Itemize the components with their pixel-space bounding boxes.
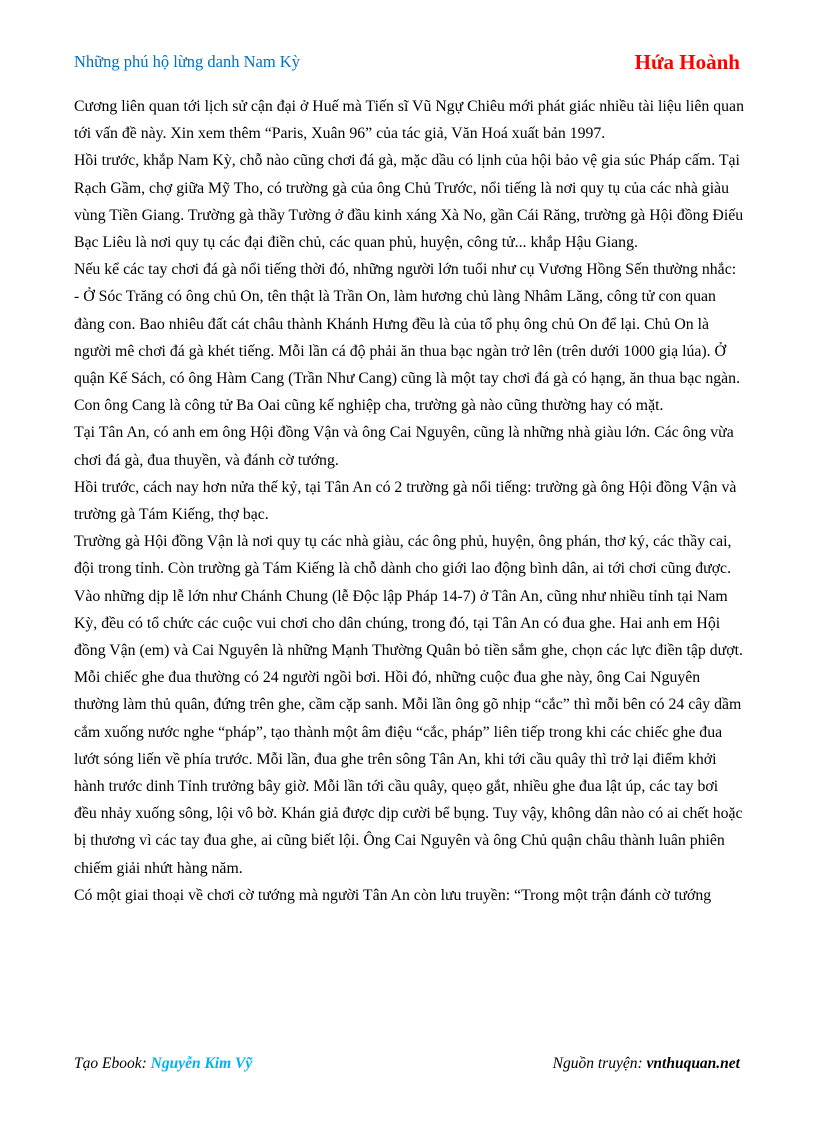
paragraph: Có một giai thoại về chơi cờ tướng mà người Tân An còn lưu truyền: “Trong một trận đánh cờ tướng [74, 886, 712, 904]
page-header [74, 50, 740, 74]
book-title: Những phú hộ lừng danh Nam Kỳ [74, 52, 300, 71]
source-label: Nguồn truyện [552, 1055, 638, 1072]
paragraph: Nếu kể các tay chơi đá gà nổi tiếng thời đó, những người lớn tuổi như cụ Vương Hồng Sến thường nhắc: [74, 261, 737, 279]
page-footer [74, 1055, 740, 1077]
ebook-credit: Tạo Ebook: Nguyễn Kim Vỹ [74, 1055, 253, 1072]
paragraph: Hồi trước, khắp Nam Kỳ, chỗ nào cũng chơi đá gà, mặc dầu có lịnh của hội bảo vệ gia súc Pháp cấm. Tại Rạch Gầm, chợ giữa Mỹ Tho, có trường gà của ông Chủ Trước, nổi tiếng là nơi quy tụ của các nhà giàu vùng Tiền Giang. Trường gà thầy Tường ở đầu kinh xáng Xà No, gần Cái Răng, trường gà Hội đồng Điếu Bạc Liêu là nơi quy tụ các đại điền chủ, các quan phủ, huyện, công tử... khắp Hậu Giang. [74, 152, 744, 252]
ebook-creator-name: Nguyễn Kim Vỹ [150, 1055, 253, 1072]
source-credit: Nguồn truyện: vnthuquan.net [552, 1055, 740, 1072]
ebook-label: Tạo Ebook [74, 1055, 142, 1072]
paragraph: Tại Tân An, có anh em ông Hội đồng Vận và ông Cai Nguyên, cũng là những nhà giàu lớn. Các ông vừa chơi đá gà, đua thuyền, và đánh cờ tướng. [74, 424, 734, 469]
paragraph: Trường gà Hội đồng Vận là nơi quy tụ các nhà giàu, các ông phủ, huyện, ông phán, thơ ký, các thầy cai, đội trong tỉnh. Còn trường gà Tám Kiếng là chỗ dành cho giới lao động bình dân, ai tới chơi cũng được. Vào những dịp lễ lớn như Chánh Chung (lễ Độc lập Pháp 14-7) ở Tân An, cũng như nhiều tỉnh tại Nam Kỳ, đều có tổ chức các cuộc vui chơi cho dân chúng, trong đó, tại Tân An có đua ghe. Hai anh em Hội đồng Vận (em) và Cai Nguyên là những Mạnh Thường Quân bỏ tiền sắm ghe, chọn các lực điền tập dượt. [74, 533, 743, 660]
paragraph: Mỗi chiếc ghe đua thường có 24 người ngồi bơi. Hồi đó, những cuộc đua ghe này, ông Cai Nguyên thường làm thủ quân, đứng trên ghe, cầm cặp sanh. Mỗi lần ông gõ nhịp “cắc” thì mỗi bên có 24 cây dầm cắm xuống nước nghe “pháp”, tạo thành một âm điệu “cắc, pháp” liên tiếp trong khi các chiếc ghe đua lướt sóng liến về phía trước. Mỗi lần, đua ghe trên sông Tân An, khi tới cầu quây thì trở lại điểm khởi hành trước dinh Tỉnh trưởng bây giờ. Mỗi lần tới cầu quây, quẹo gắt, nhiều ghe đua lật úp, các tay bơi đều nhảy xuống sông, lội vô bờ. Khán giả được dịp cười bể bụng. Tuy vậy, không dân nào có ai chết hoặc bị thương vì các tay đua ghe, ai cũng biết lội. Ông Cai Nguyên và ông Chủ quận châu thành luân phiên chiếm giải nhứt hàng năm. [74, 669, 743, 877]
author-name: Hứa Hoành [634, 50, 740, 74]
paragraph: - Ở Sóc Trăng có ông chủ On, tên thật là Trần On, làm hương chủ làng Nhâm Lăng, công tử con quan đàng con. Bao nhiêu đất cát châu thành Khánh Hưng đều là của tổ phụ ông chủ On để lại. Chủ On là người mê chơi đá gà khét tiếng. Mỗi lần cá độ phải ăn thua bạc ngàn trở lên (trên dưới 1000 giạ lúa). Ở quận Kế Sách, có ông Hàm Cang (Trần Như Cang) cũng là một tay chơi đá gà có hạng, ăn thua bạc ngàn. Con ông Cang là công tử Ba Oai cũng kế nghiệp cha, trường gà nào cũng thường hay có mặt. [74, 288, 741, 415]
source-link[interactable]: vnthuquan.net [646, 1055, 740, 1072]
paragraph: Hồi trước, cách nay hơn nửa thế kỷ, tại Tân An có 2 trường gà nổi tiếng: trường gà ông Hội đồng Vận và trường gà Tám Kiếng, thợ bạc. [74, 478, 737, 524]
body-text [74, 93, 744, 909]
paragraph: Cương liên quan tới lịch sử cận đại ở Huế mà Tiến sĩ Vũ Ngự Chiêu mới phát giác nhiều tài liệu liên quan tới vấn đề này. Xin xem thêm “Paris, Xuân 96” của tác giả, Văn Hoá xuất bản 1997. [74, 98, 744, 143]
